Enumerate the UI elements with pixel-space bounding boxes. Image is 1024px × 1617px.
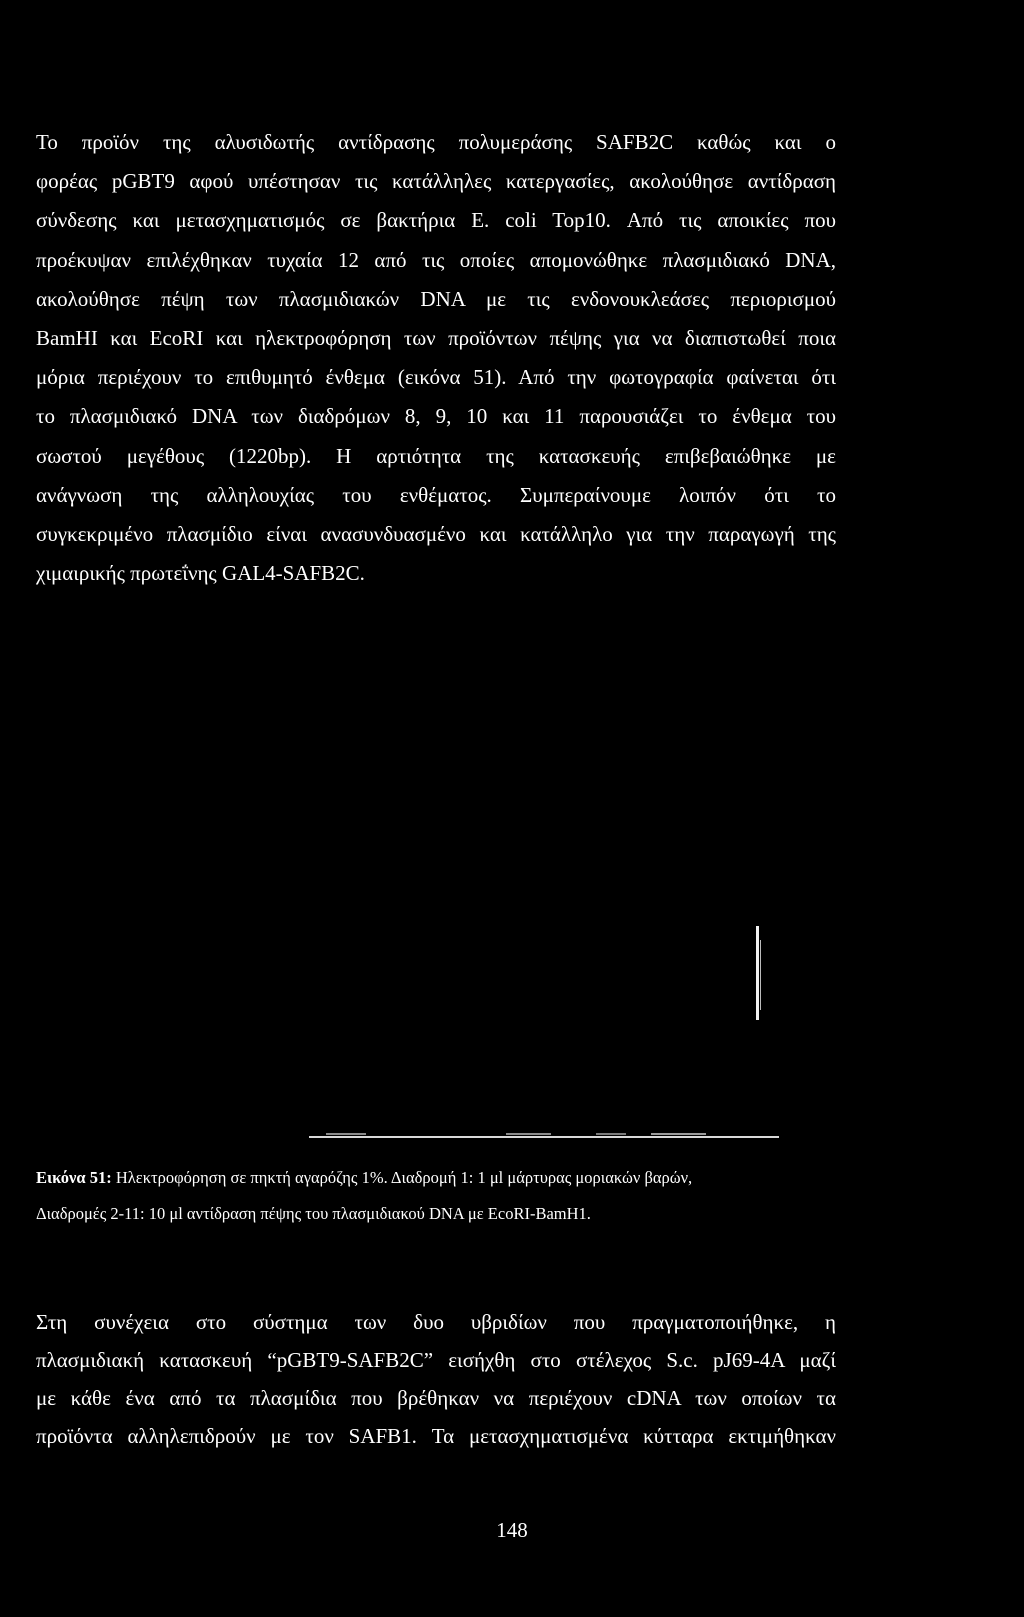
body-paragraph-2 (36, 1303, 836, 1455)
text-line: BamHI και EcoRI και ηλεκτροφόρηση των προϊόντων πέψης για να διαπιστωθεί ποια (36, 326, 836, 351)
text-line: Το προϊόν της αλυσιδωτής αντίδρασης πολυμεράσης SAFB2C καθώς και ο (36, 130, 836, 154)
text-line: ανάγνωση της αλληλουχίας του ενθέματος. Συμπεραίνουμε λοιπόν ότι το (36, 482, 836, 507)
text-line: προϊόντα αλληλεπιδρούν με τον SAFB1. Τα μετασχηματισμένα κύτταρα εκτιμήθηκαν (36, 1424, 836, 1448)
text-line: σωστού μεγέθους (1220bp). Η αρτιότητα της κατασκευής επιβεβαιώθηκε με (36, 443, 836, 468)
caption-text: Διαδρομές 2-11: 10 μl αντίδραση πέψης του πλασμιδιακού DNA με EcoRI-BamH1. (36, 1204, 591, 1223)
figure-caption (36, 1160, 836, 1232)
text-line: Στη συνέχεια στο σύστημα των δυο υβριδίων που πραγματοποιήθηκε, η (36, 1310, 836, 1334)
text-line: σύνδεσης και μετασχηματισμός σε βακτήρια E. coli Top10. Από τις αποικίες που (36, 208, 836, 233)
text-line: φορέας pGBT9 αφού υπέστησαν τις κατάλληλες κατεργασίες, ακολούθησε αντίδραση (36, 169, 836, 194)
gel-image (36, 740, 796, 1150)
gel-smear (596, 1133, 626, 1135)
text-line: πλασμιδιακή κατασκευή “pGBT9-SAFB2C” εισήχθη στο στέλεχος S.c. pJ69-4A μαζί (36, 1348, 836, 1372)
caption-text: Ηλεκτροφόρηση σε πηκτή αγαρόζης 1%. Διαδρομή 1: 1 μl μάρτυρας μοριακών βαρών, (115, 1168, 693, 1187)
text-line: με κάθε ένα από τα πλασμίδια που βρέθηκαν να περιέχουν cDNA των οποίων τα (36, 1386, 836, 1410)
text-line: χιμαιρικής πρωτεΐνης GAL4-SAFB2C. (36, 561, 365, 586)
text-line: συγκεκριμένο πλασμίδιο είναι ανασυνδυασμένο και κατάλληλο για την παραγωγή της (36, 522, 836, 547)
caption-label: Εικόνα 51: (36, 1168, 112, 1187)
gel-smear (506, 1133, 551, 1135)
text-line: προέκυψαν επιλέχθηκαν τυχαία 12 από τις οποίες απομονώθηκε πλασμιδιακό DNA, (36, 247, 836, 272)
text-line: το πλασμιδιακό DNA των διαδρόμων 8, 9, 10 και 11 παρουσιάζει το ένθεμα του (36, 404, 836, 429)
gel-smear (651, 1133, 706, 1135)
body-paragraph-1 (36, 123, 836, 593)
gel-edge-line (309, 1136, 779, 1138)
page-number: 148 (496, 1518, 528, 1542)
gel-band (760, 940, 761, 1010)
gel-band (756, 926, 759, 1020)
text-line: ακολούθησε πέψη των πλασμιδιακών DNA με τις ενδονουκλεάσες περιορισμού (36, 286, 836, 311)
text-line: μόρια περιέχουν το επιθυμητό ένθεμα (εικόνα 51). Από την φωτογραφία φαίνεται ότι (36, 365, 836, 390)
gel-smear (326, 1133, 366, 1135)
